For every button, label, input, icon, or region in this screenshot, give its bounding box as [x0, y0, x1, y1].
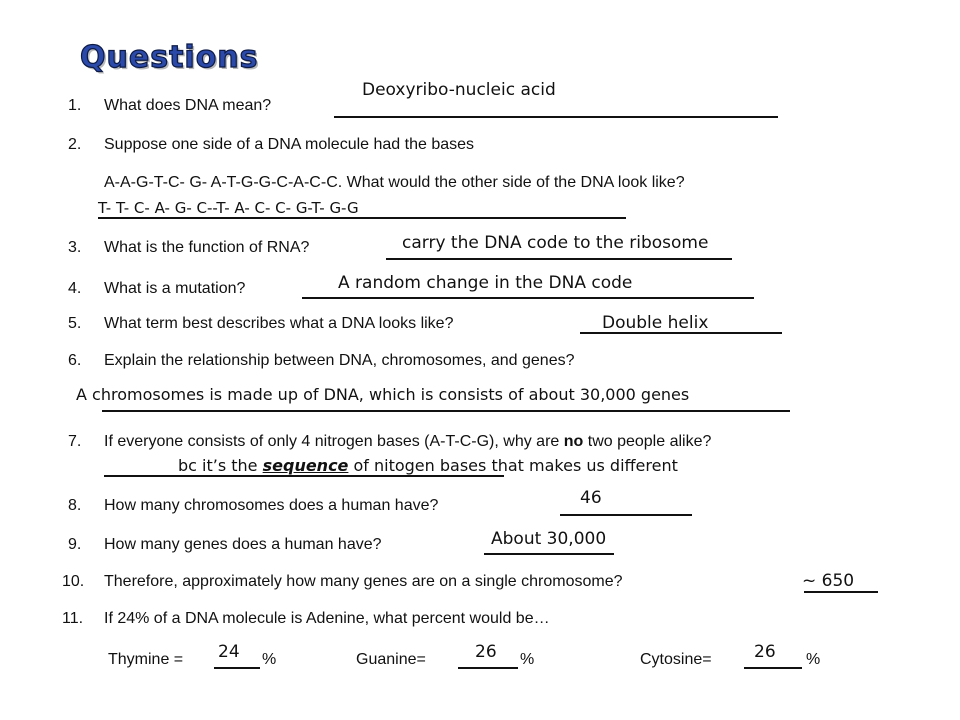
q10-number: 10. — [62, 573, 85, 590]
q7-text-before: If everyone consists of only 4 nitrogen bases (A-T-C-G), why are — [104, 433, 564, 450]
q5-answer-line — [580, 332, 782, 334]
q8-number: 8. — [68, 497, 82, 514]
guanine-label: Guanine= — [356, 651, 426, 668]
q8-text: How many chromosomes does a human have? — [104, 497, 439, 514]
q1-answer-line — [334, 116, 778, 118]
q10-answer: ~ 650 — [802, 571, 855, 591]
q2-bases-question: A-A-G-T-C- G- A-T-G-G-C-A-C-C. What would the other side of the DNA look like? — [104, 174, 685, 191]
q2-answer: T- T- C- A- G- C--T- A- C- C- G-T- G-G — [98, 199, 359, 217]
q7-text — [104, 433, 711, 451]
q1-answer: Deoxyribo-nucleic acid — [362, 80, 556, 100]
q5-text: What term best describes what a DNA looks like? — [104, 315, 454, 332]
q7-answer-emph: sequence — [262, 456, 349, 475]
guanine-percent: % — [520, 651, 535, 668]
q7-answer-before: bc it’s the — [178, 456, 263, 475]
q11-number: 11. — [62, 610, 84, 627]
q8-answer-line — [560, 514, 692, 516]
q9-number: 9. — [68, 536, 82, 553]
thymine-answer: 24 — [218, 642, 240, 662]
q9-text: How many genes does a human have? — [104, 536, 382, 553]
q6-answer: A chromosomes is made up of DNA, which is consists of about 30,000 genes — [76, 385, 690, 404]
thymine-answer-line — [214, 667, 260, 669]
q11-text: If 24% of a DNA molecule is Adenine, what percent would be… — [104, 610, 550, 627]
q2-answer-line — [98, 217, 626, 219]
q8-answer: 46 — [580, 488, 602, 508]
q1-number: 1. — [68, 97, 82, 114]
q5-answer: Double helix — [602, 313, 709, 333]
q9-answer-line — [484, 553, 614, 555]
q3-text: What is the function of RNA? — [104, 239, 310, 256]
q4-answer-line — [302, 297, 754, 299]
q7-answer-after: of nitogen bases that makes us different — [348, 456, 678, 475]
thymine-label: Thymine = — [108, 651, 184, 668]
q7-answer — [178, 456, 678, 475]
thymine-percent: % — [262, 651, 277, 668]
q7-answer-line — [104, 475, 504, 477]
q1-text: What does DNA mean? — [104, 97, 272, 114]
q7-number: 7. — [68, 433, 82, 450]
q4-answer: A random change in the DNA code — [338, 273, 633, 293]
q10-answer-line — [804, 591, 878, 593]
page-title: Questions — [80, 40, 259, 75]
q2-number: 2. — [68, 136, 82, 153]
cytosine-percent: % — [806, 651, 821, 668]
q3-answer-line — [386, 258, 732, 260]
guanine-answer: 26 — [475, 642, 497, 662]
cytosine-answer: 26 — [754, 642, 776, 662]
q7-text-after: two people alike? — [583, 433, 712, 450]
q6-answer-line — [102, 410, 790, 412]
q3-number: 3. — [68, 239, 82, 256]
cytosine-label: Cytosine= — [640, 651, 712, 668]
q6-number: 6. — [68, 352, 82, 369]
q9-answer: About 30,000 — [491, 529, 607, 549]
q6-text: Explain the relationship between DNA, chromosomes, and genes? — [104, 352, 575, 369]
q7-text-bold: no — [563, 433, 584, 450]
q3-answer: carry the DNA code to the ribosome — [402, 233, 709, 253]
q10-text: Therefore, approximately how many genes are on a single chromosome? — [104, 573, 623, 590]
guanine-answer-line — [458, 667, 518, 669]
q4-number: 4. — [68, 280, 82, 297]
cytosine-answer-line — [744, 667, 802, 669]
q5-number: 5. — [68, 315, 82, 332]
q2-text: Suppose one side of a DNA molecule had the bases — [104, 136, 475, 153]
q4-text: What is a mutation? — [104, 280, 246, 297]
